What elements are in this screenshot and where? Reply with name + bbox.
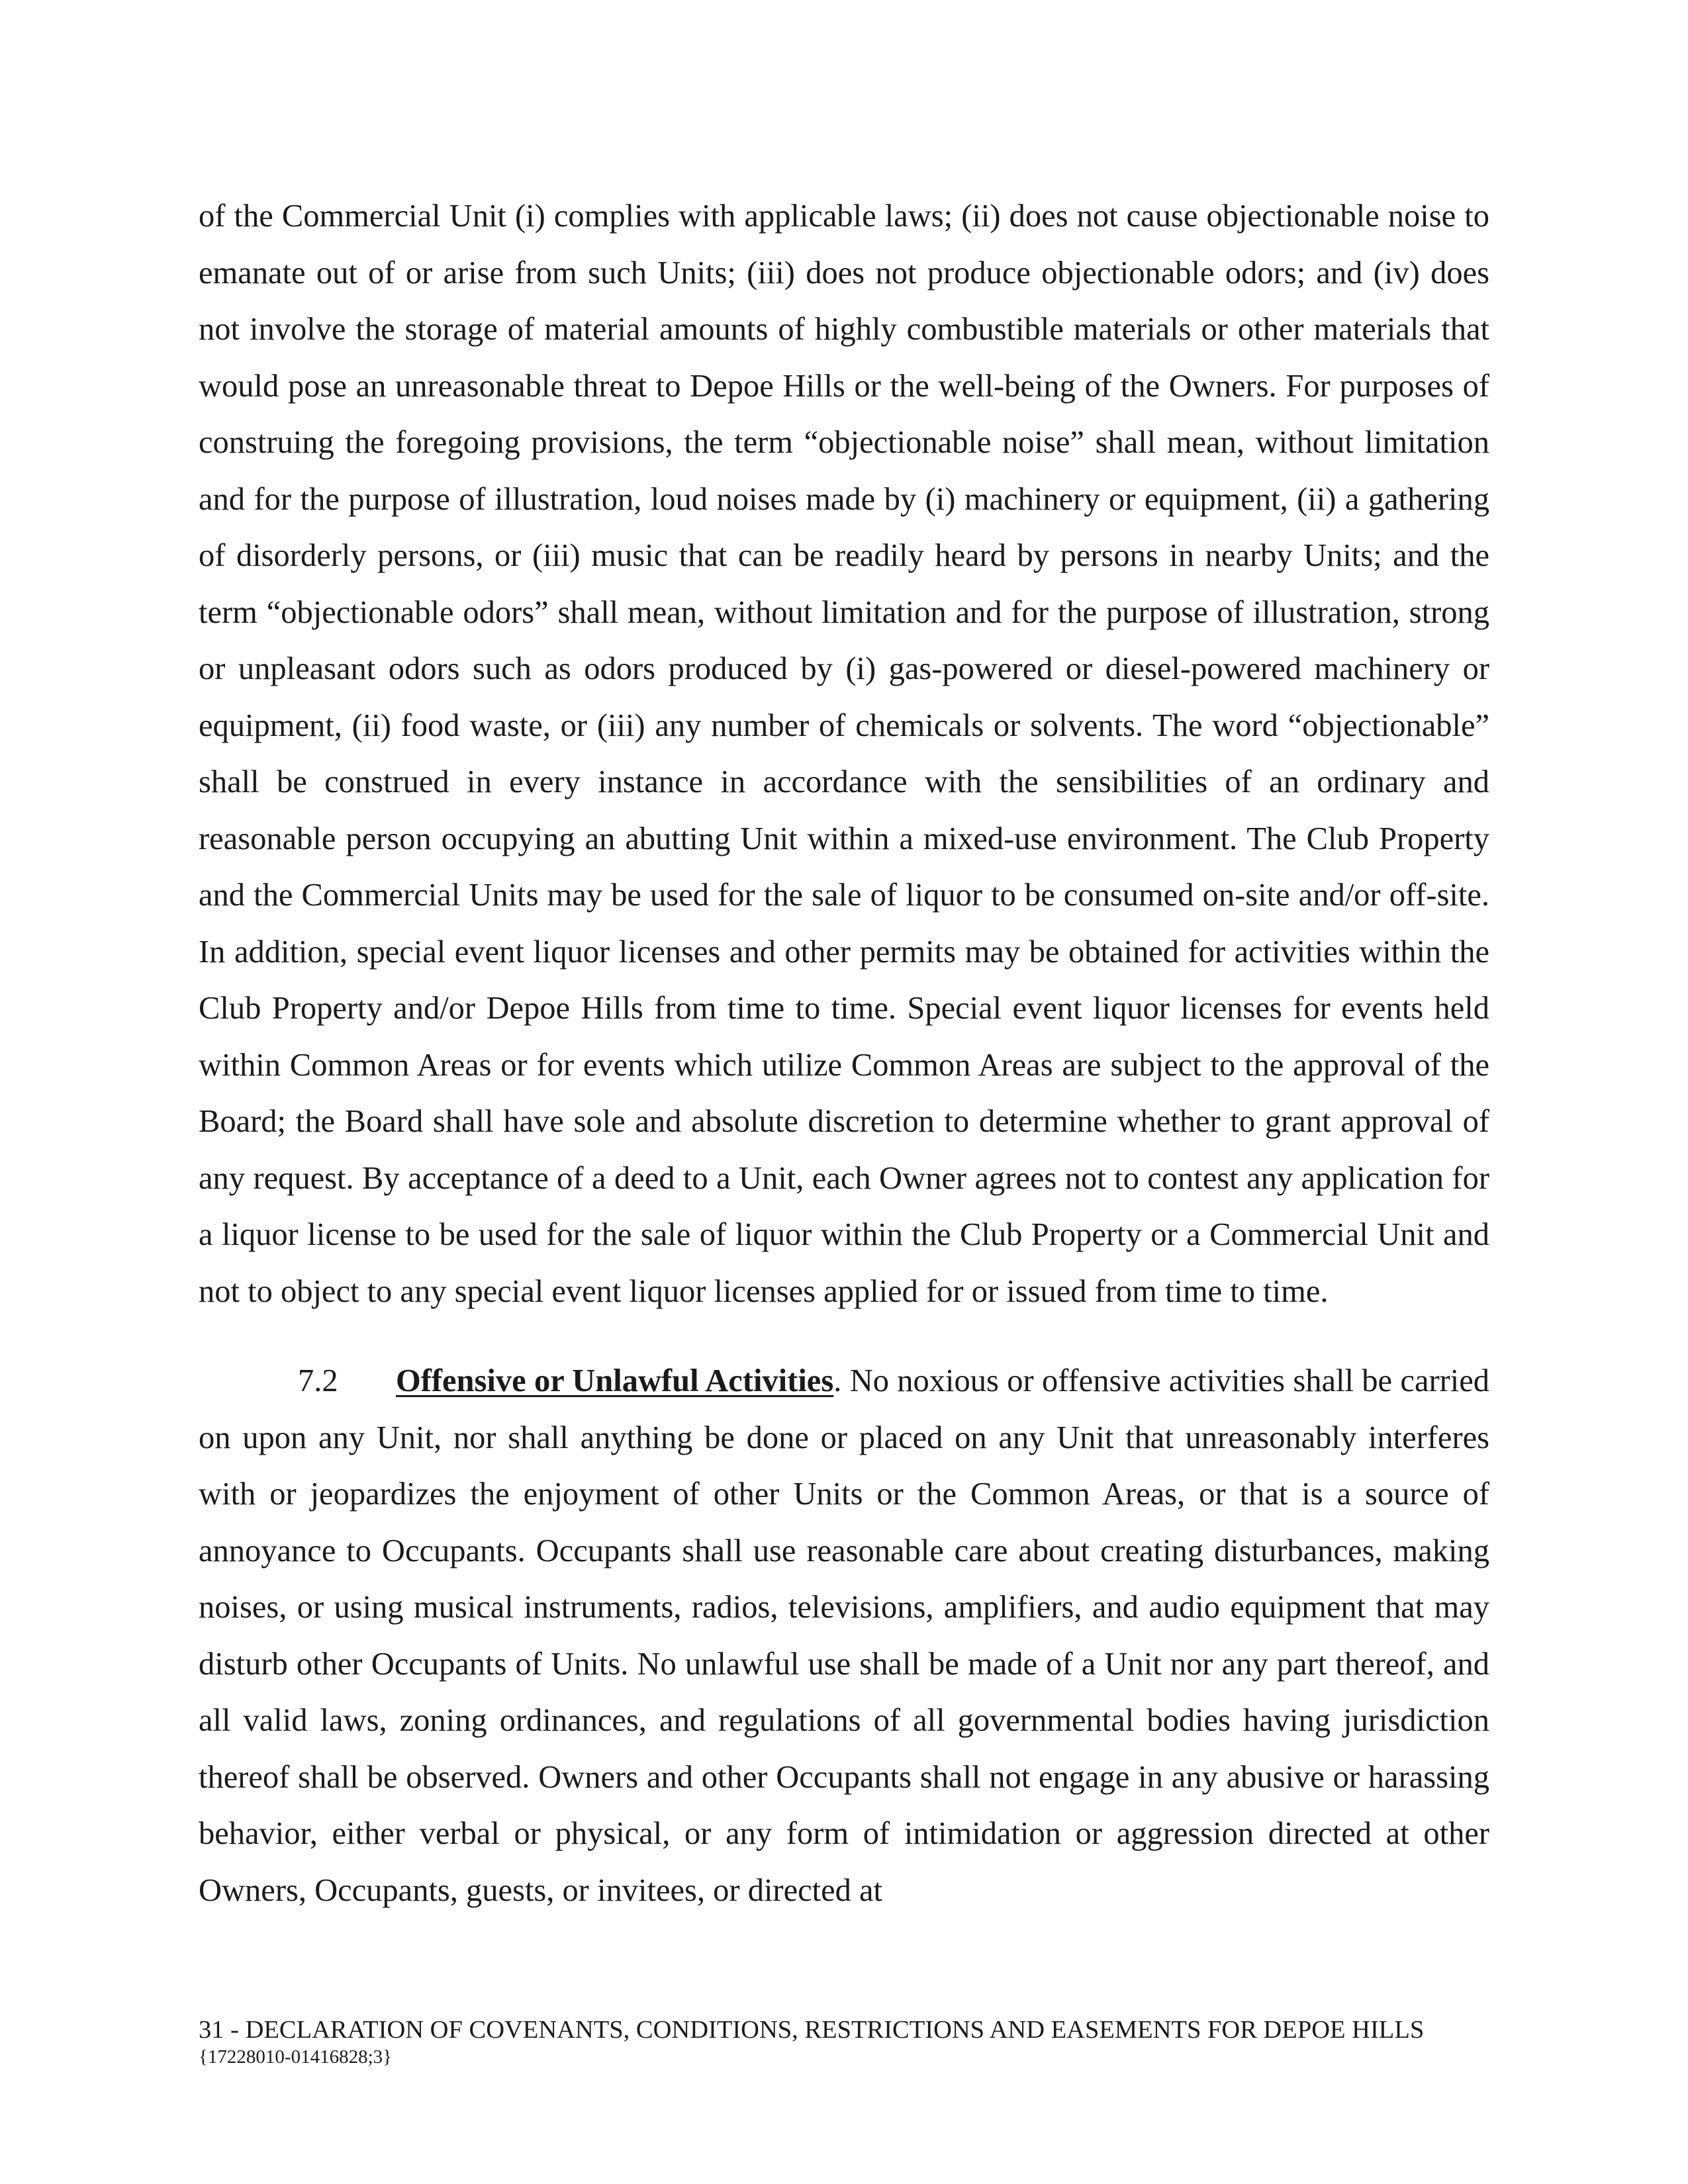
document-body <box>199 188 1489 1919</box>
section-heading: Offensive or Unlawful Activities <box>396 1363 834 1398</box>
footer-document-id: {17228010-01416828;3} <box>199 2046 393 2068</box>
section-7-2-paragraph <box>199 1353 1489 1919</box>
section-number: 7.2 <box>298 1363 338 1398</box>
footer-title: 31 - DECLARATION OF COVENANTS, CONDITIONS, RESTRICTIONS AND EASEMENTS FOR DEPOE HILLS <box>199 2016 1425 2044</box>
page-footer <box>199 2015 1496 2069</box>
paragraph-continued: of the Commercial Unit (i) complies with applicable laws; (ii) does not cause objectionable noise to emanate out of or arise from such Units; (iii) does not produce objectionable odors; and (iv) does not involve the storage of material amounts of highly combustible materials or other materials that would pose an unreasonable threat to Depoe Hills or the well-being of the Owners. For purposes of construing the foregoing provisions, the term “objectionable noise” shall mean, without limitation and for the purpose of illustration, loud noises made by (i) machinery or equipment, (ii) a gathering of disorderly persons, or (iii) music that can be readily heard by persons in nearby Units; and the term “objectionable odors” shall mean, without limitation and for the purpose of illustration, strong or unpleasant odors such as odors produced by (i) gas-powered or diesel-powered machinery or equipment, (ii) food waste, or (iii) any number of chemicals or solvents. The word “objectionable” shall be construed in every instance in accordance with the sensibilities of an ordinary and reasonable person occupying an abutting Unit within a mixed-use environment. The Club Property and the Commercial Units may be used for the sale of liquor to be consumed on-site and/or off-site. In addition, special event liquor licenses and other permits may be obtained for activities within the Club Property and/or Depoe Hills from time to time. Special event liquor licenses for events held within Common Areas or for events which utilize Common Areas are subject to the approval of the Board; the Board shall have sole and absolute discretion to determine whether to grant approval of any request. By acceptance of a deed to a Unit, each Owner agrees not to contest any application for a liquor license to be used for the sale of liquor within the Club Property or a Commercial Unit and not to object to any special event liquor licenses applied for or issued from time to time. <box>199 199 1489 1309</box>
section-text: No noxious or offensive activities shall be carried on upon any Unit, nor shall anything be done or placed on any Unit that unreasonably interferes with or jeopardizes the enjoyment of other Units or the Common Areas, or that is a source of annoyance to Occupants. Occupants shall use reasonable care about creating disturbances, making noises, or using musical instruments, radios, televisions, amplifiers, and audio equipment that may disturb other Occupants of Units. No unlawful use shall be made of a Unit nor any part thereof, and all valid laws, zoning ordinances, and regulations of all governmental bodies having jurisdiction thereof shall be observed. Owners and other Occupants shall not engage in any abusive or harassing behavior, either verbal or physical, or any form of intimidation or aggression directed at other Owners, Occupants, guests, or invitees, or directed at <box>199 1363 1490 1908</box>
paragraph-spacer <box>199 1320 1489 1353</box>
section-heading-punctuation: . <box>833 1363 842 1398</box>
